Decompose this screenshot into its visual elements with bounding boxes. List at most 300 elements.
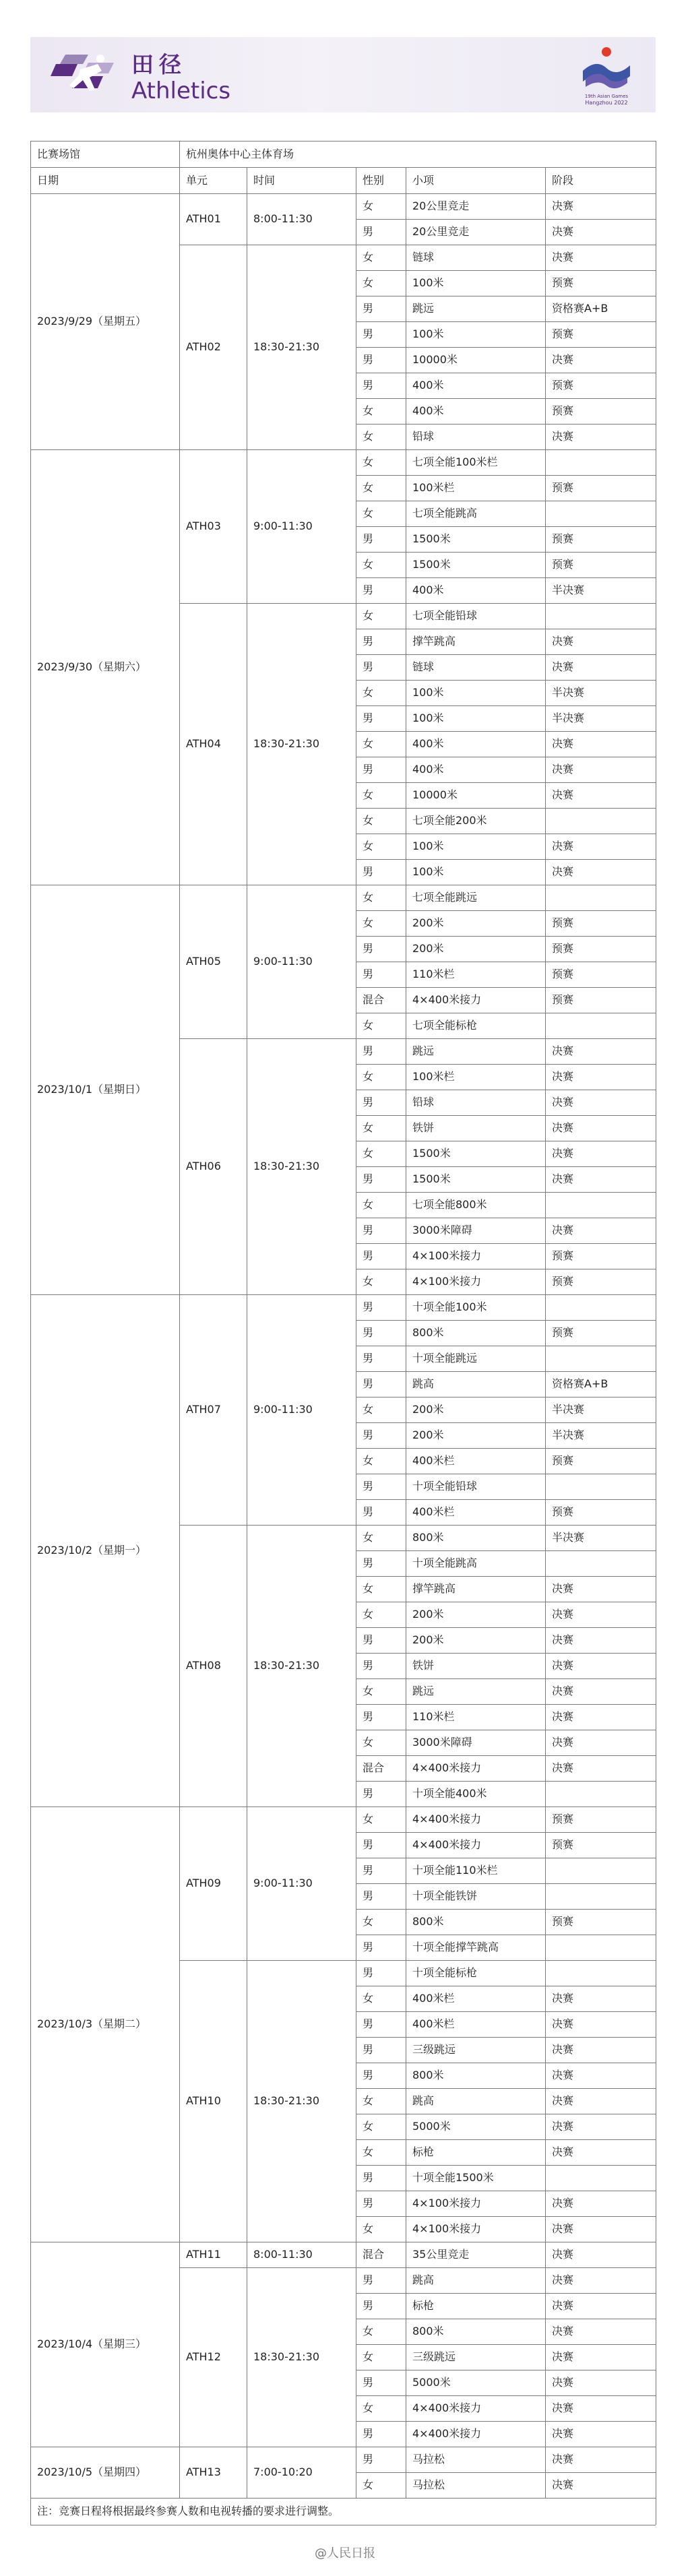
event-gender: 女 [363,2478,374,2491]
event-name: 十项全能跳高 [412,1557,478,1569]
table-rule [356,1883,656,1884]
table-rule [356,782,656,783]
event-gender: 男 [363,1326,374,1339]
event-name: 400米 [412,379,444,391]
table-rule [356,2421,656,2422]
event-phase: 预赛 [552,404,574,417]
svg-text:Hangzhou 2022: Hangzhou 2022 [585,100,628,106]
svg-text:19th Asian Games: 19th Asian Games [584,94,629,99]
event-gender: 男 [363,1787,374,1800]
event-phase: 决赛 [552,2197,574,2209]
event-name: 100米 [412,327,444,340]
event-phase: 决赛 [552,2299,574,2312]
event-name: 链球 [412,660,435,673]
event-phase: 决赛 [552,2248,574,2261]
event-phase: 决赛 [552,1044,574,1057]
event-name: 跳远 [412,1044,435,1057]
session-unit: ATH05 [186,955,221,968]
event-phase: 决赛 [552,1736,574,1749]
event-gender: 男 [363,1172,374,1185]
event-phase [545,1192,656,1218]
event-phase: 决赛 [552,2401,574,2414]
event-name: 100米 [412,865,444,878]
event-name: 400米栏 [412,2017,455,2030]
event-name: 七项全能跳高 [412,507,478,520]
column-header: 时间 [253,173,276,187]
event-gender: 混合 [363,993,385,1006]
event-gender: 男 [363,660,374,673]
event-name: 800米 [412,2069,444,2081]
table-rule [356,731,656,732]
session-time: 18:30-21:30 [253,2350,319,2363]
event-phase: 决赛 [552,251,574,263]
event-phase [545,885,656,910]
date-cell: 2023/9/30（星期六） [37,660,147,673]
table-rule [356,347,656,348]
event-name: 400米 [412,737,444,750]
table-rule [356,1371,656,1372]
table-rule [179,2267,656,2268]
event-phase: 半决赛 [552,1531,585,1544]
event-phase: 决赛 [552,2350,574,2363]
table-rule [356,808,656,809]
event-gender: 女 [363,1531,374,1544]
session-unit: ATH02 [186,340,221,353]
table-rule [179,193,180,2498]
table-rule [356,2395,656,2396]
event-gender: 男 [363,1557,374,1569]
event-phase: 决赛 [552,635,574,648]
event-phase: 决赛 [552,2453,574,2465]
event-phase: 决赛 [552,2069,574,2081]
table-rule [356,1064,656,1065]
table-rule [179,1525,656,1526]
event-phase: 预赛 [552,1275,574,1288]
event-gender: 男 [363,1352,374,1364]
event-phase: 决赛 [552,2273,574,2286]
date-cell: 2023/10/5（星期四） [37,2465,147,2478]
table-rule [356,2037,656,2038]
table-rule [356,1115,656,1116]
schedule-table [30,141,656,2535]
event-phase: 预赛 [552,1454,574,1467]
event-name: 400米 [412,584,444,596]
event-phase [545,1474,656,1499]
event-gender: 女 [363,814,374,827]
session-time: 7:00-10:20 [253,2465,313,2478]
table-rule [356,1550,656,1551]
event-phase: 决赛 [552,2222,574,2235]
event-phase: 决赛 [552,353,574,366]
event-gender: 男 [363,2069,374,2081]
event-gender: 女 [363,1915,374,1928]
table-rule [356,1678,656,1679]
event-name: 3000米障碍 [412,1736,472,1749]
table-rule [356,552,656,553]
event-name: 铁饼 [412,1659,435,1672]
session-unit: ATH07 [186,1403,221,1416]
table-rule [356,2011,656,2012]
event-name: 800米 [412,1531,444,1544]
table-rule [545,167,546,193]
event-gender: 女 [363,891,374,904]
event-name: 1500米 [412,1147,451,1160]
event-gender: 男 [363,942,374,955]
table-rule [356,1499,656,1500]
event-phase [545,1960,656,1986]
event-gender: 女 [363,609,374,622]
event-name: 4×400米接力 [412,1761,482,1774]
event-phase: 半决赛 [552,1403,585,1416]
event-gender: 女 [363,507,374,520]
event-phase: 预赛 [552,1326,574,1339]
event-name: 十项全能100米 [412,1300,487,1313]
event-name: 十项全能1500米 [412,2171,494,2184]
table-rule [356,475,656,476]
event-gender: 女 [363,1121,374,1134]
session-unit: ATH06 [186,1160,221,1172]
event-name: 七项全能跳远 [412,891,478,904]
event-phase: 决赛 [552,865,574,878]
column-header: 性别 [363,173,385,187]
event-phase: 决赛 [552,430,574,443]
event-phase: 预赛 [552,327,574,340]
table-rule [356,1576,656,1577]
event-gender: 女 [363,404,374,417]
event-gender: 女 [363,1992,374,2005]
session-unit: ATH04 [186,737,221,750]
event-name: 1500米 [412,532,451,545]
event-phase: 预赛 [552,942,574,955]
event-gender: 女 [363,1454,374,1467]
event-phase: 预赛 [552,916,574,929]
table-rule [356,2344,656,2345]
date-cell: 2023/10/3（星期二） [37,2017,147,2030]
event-phase: 决赛 [552,1992,574,2005]
event-gender: 男 [363,2273,374,2286]
event-gender: 女 [363,558,374,571]
table-rule [356,577,656,578]
event-phase: 决赛 [552,225,574,238]
table-rule [356,321,656,322]
event-phase: 决赛 [552,1582,574,1595]
event-phase: 决赛 [552,1224,574,1236]
event-gender: 男 [363,1249,374,1262]
event-phase: 决赛 [552,1147,574,1160]
event-name: 4×100米接力 [412,2197,482,2209]
column-header: 日期 [37,173,59,187]
event-phase: 资格赛A+B [552,302,608,315]
venue-name: 杭州奥体中心主体育场 [186,147,294,160]
event-name: 七项全能标枪 [412,1019,478,1032]
event-gender: 男 [363,1633,374,1646]
event-gender: 男 [363,2197,374,2209]
event-name: 4×100米接力 [412,2222,482,2235]
event-gender: 女 [363,199,374,212]
event-gender: 男 [363,2376,374,2389]
event-name: 110米栏 [412,968,455,980]
asian-games-emblem-icon [576,44,637,108]
event-name: 400米栏 [412,1992,455,2005]
event-name: 100米 [412,712,444,724]
event-gender: 男 [363,635,374,648]
event-name: 5000米 [412,2376,451,2389]
event-name: 400米 [412,404,444,417]
table-rule [356,1909,656,1910]
event-phase [545,603,656,629]
event-gender: 男 [363,225,374,238]
event-phase: 决赛 [552,199,574,212]
event-name: 10000米 [412,788,458,801]
event-gender: 女 [363,2094,374,2107]
event-name: 4×400米接力 [412,1838,482,1851]
table-rule [356,987,656,988]
event-gender: 男 [363,2171,374,2184]
event-gender: 男 [363,1864,374,1877]
event-name: 10000米 [412,353,458,366]
table-rule [356,1781,656,1782]
session-time: 9:00-11:30 [253,1403,313,1416]
table-rule [356,1192,656,1193]
event-gender: 女 [363,737,374,750]
event-name: 400米栏 [412,1505,455,1518]
event-phase: 预赛 [552,379,574,391]
event-name: 跳高 [412,2094,435,2107]
table-rule [356,270,656,271]
event-gender: 男 [363,2017,374,2030]
event-name: 马拉松 [412,2478,445,2491]
event-gender: 男 [363,353,374,366]
event-name: 200米 [412,1608,444,1621]
event-name: 200米 [412,1403,444,1416]
event-phase: 预赛 [552,1813,574,1825]
event-name: 七项全能铅球 [412,609,478,622]
athletics-pictogram-icon [51,49,118,100]
event-gender: 男 [363,2453,374,2465]
event-name: 200米 [412,942,444,955]
sport-title-english: Athletics [131,77,231,104]
event-gender: 男 [363,302,374,315]
table-rule [179,1038,656,1039]
event-phase: 决赛 [552,2120,574,2133]
event-name: 七项全能200米 [412,814,487,827]
event-phase [545,808,656,834]
event-name: 400米 [412,763,444,776]
event-phase: 决赛 [552,1172,574,1185]
event-phase: 预赛 [552,558,574,571]
event-name: 800米 [412,1915,444,1928]
event-name: 十项全能400米 [412,1787,487,1800]
event-gender: 女 [363,2120,374,2133]
event-gender: 女 [363,788,374,801]
event-phase: 决赛 [552,788,574,801]
event-phase [545,1294,656,1320]
table-rule [356,2472,656,2473]
event-name: 100米 [412,686,444,699]
table-rule [356,1627,656,1628]
event-gender: 男 [363,1659,374,1672]
event-gender: 女 [363,2350,374,2363]
date-cell: 2023/10/2（星期一） [37,1544,147,1557]
event-name: 110米栏 [412,1710,455,1723]
event-phase [545,1013,656,1038]
event-phase: 预赛 [552,968,574,980]
session-unit: ATH09 [186,1877,221,1889]
event-phase: 预赛 [552,532,574,545]
event-gender: 女 [363,2145,374,2158]
event-phase: 预赛 [552,276,574,289]
event-phase: 决赛 [552,1096,574,1108]
title-banner [30,37,656,113]
event-phase: 资格赛A+B [552,1377,608,1390]
event-phase: 决赛 [552,840,574,852]
event-phase: 决赛 [552,1121,574,1134]
event-phase [545,1346,656,1371]
event-gender: 女 [363,251,374,263]
column-header: 小项 [412,173,435,187]
event-gender: 女 [363,1582,374,1595]
table-rule [356,219,656,220]
event-gender: 男 [363,1096,374,1108]
event-name: 200米 [412,1428,444,1441]
event-gender: 女 [363,455,374,468]
session-time: 8:00-11:30 [253,212,313,225]
event-gender: 男 [363,327,374,340]
event-phase [545,1550,656,1576]
event-gender: 男 [363,532,374,545]
event-name: 铅球 [412,1096,435,1108]
table-rule [356,1755,656,1756]
event-gender: 女 [363,430,374,443]
event-phase [545,1935,656,1960]
event-phase: 决赛 [552,1659,574,1672]
table-rule [356,1166,656,1167]
table-rule [356,705,656,706]
event-name: 800米 [412,2325,444,2337]
table-rule [356,680,656,681]
event-name: 4×400米接力 [412,2427,482,2440]
event-gender: 男 [363,1044,374,1057]
event-name: 4×400米接力 [412,1813,482,1825]
event-phase [545,1883,656,1909]
session-time: 18:30-21:30 [253,1659,319,1672]
event-name: 跳远 [412,1685,435,1697]
event-gender: 女 [363,1147,374,1160]
event-phase: 半决赛 [552,712,585,724]
table-rule [356,2293,656,2294]
event-name: 20公里竞走 [412,199,470,212]
table-rule [356,2165,656,2166]
event-name: 三级跳远 [412,2043,456,2056]
event-name: 标枪 [412,2145,435,2158]
column-header: 阶段 [552,173,574,187]
table-rule [356,526,656,527]
event-name: 100米栏 [412,481,455,494]
event-name: 20公里竞走 [412,225,470,238]
table-rule [356,654,656,655]
event-name: 标枪 [412,2299,435,2312]
event-phase [545,1858,656,1883]
event-phase: 预赛 [552,1505,574,1518]
event-gender: 男 [363,1966,374,1979]
event-phase [545,501,656,526]
event-phase: 决赛 [552,2427,574,2440]
venue-label: 比赛场馆 [37,147,81,160]
event-phase: 半决赛 [552,1428,585,1441]
event-phase: 决赛 [552,1608,574,1621]
event-name: 4×100米接力 [412,1275,482,1288]
event-name: 4×100米接力 [412,1249,482,1262]
event-phase: 决赛 [552,1685,574,1697]
event-phase: 半决赛 [552,584,585,596]
event-phase [545,2165,656,2191]
table-rule [356,2139,656,2140]
event-gender: 男 [363,1838,374,1851]
session-unit: ATH10 [186,2094,221,2107]
event-gender: 女 [363,1685,374,1697]
event-name: 十项全能跳远 [412,1352,478,1364]
event-gender: 女 [363,276,374,289]
event-phase: 决赛 [552,1633,574,1646]
event-name: 十项全能铁饼 [412,1889,478,1902]
event-gender: 男 [363,865,374,878]
session-unit: ATH01 [186,212,221,225]
event-gender: 男 [363,968,374,980]
event-phase: 决赛 [552,2376,574,2389]
event-name: 十项全能铅球 [412,1480,478,1493]
event-name: 十项全能标枪 [412,1966,478,1979]
event-gender: 男 [363,2427,374,2440]
watermark-text: @人民日报 [315,2546,375,2561]
date-cell: 2023/9/29（星期五） [37,315,147,327]
event-phase: 决赛 [552,1761,574,1774]
table-rule [356,2216,656,2217]
event-phase: 半决赛 [552,686,585,699]
event-gender: 男 [363,1941,374,1953]
event-phase: 预赛 [552,481,574,494]
table-rule [356,936,656,937]
event-phase [545,1781,656,1807]
session-time: 18:30-21:30 [253,737,319,750]
table-rule [179,603,656,604]
event-gender: 男 [363,584,374,596]
event-gender: 女 [363,2222,374,2235]
table-rule [179,141,180,167]
event-name: 35公里竞走 [412,2248,470,2261]
event-gender: 女 [363,1403,374,1416]
event-gender: 男 [363,1377,374,1390]
event-name: 400米栏 [412,1454,455,1467]
table-rule [356,1448,656,1449]
event-gender: 女 [363,1019,374,1032]
date-cell: 2023/10/4（星期三） [37,2337,147,2350]
table-rule [356,910,656,911]
event-gender: 女 [363,1608,374,1621]
event-name: 100米 [412,276,444,289]
event-name: 1500米 [412,1172,451,1185]
table-rule [356,1704,656,1705]
session-unit: ATH11 [186,2248,221,2261]
event-gender: 女 [363,481,374,494]
session-time: 18:30-21:30 [253,2094,319,2107]
table-rule [356,1243,656,1244]
event-gender: 女 [363,1736,374,1749]
table-rule [545,193,546,2498]
event-name: 100米栏 [412,1070,455,1083]
event-phase: 决赛 [552,2325,574,2337]
event-gender: 混合 [363,2248,385,2261]
event-gender: 男 [363,712,374,724]
